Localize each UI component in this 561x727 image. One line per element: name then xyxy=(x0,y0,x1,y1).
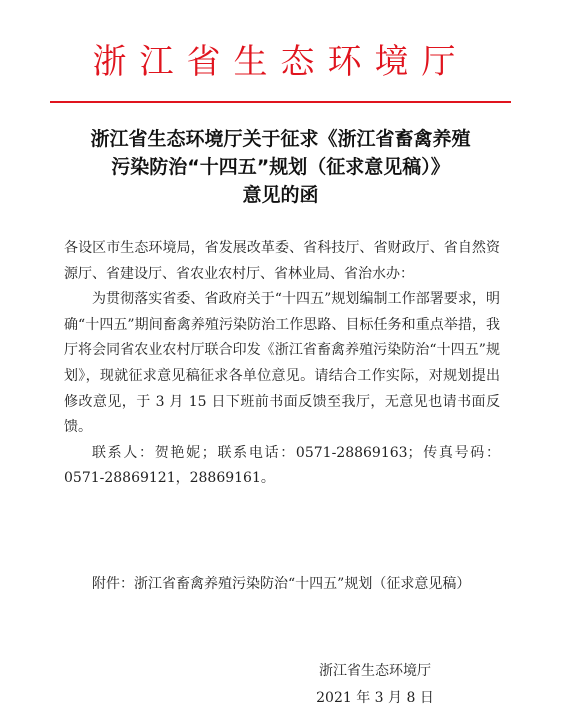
document-body xyxy=(64,236,500,492)
document-title-line-3: 意见的函 xyxy=(242,184,319,206)
attachment-line: 附件：浙江省畜禽养殖污染防治“十四五”规划（征求意见稿） xyxy=(92,576,471,592)
contact-paragraph: 联系人：贺艳妮；联系电话：0571-28869163；传真号码：0571-28869121，28869161。 xyxy=(64,444,500,487)
document-title-line-1: 浙江省生态环境厅关于征求《浙江省畜禽养殖 xyxy=(90,128,471,150)
document-title-line-2: 污染防治“十四五”规划（征求意见稿）》 xyxy=(111,156,450,178)
signature-org: 浙江省生态环境厅 xyxy=(319,663,431,679)
recipients-paragraph: 各设区市生态环境局，省发展改革委、省科技厅、省财政厅、省自然资源厅、省建设厅、省农业农村厅、省林业局、省治水办： xyxy=(64,240,500,282)
main-paragraph: 为贯彻落实省委、省政府关于“十四五”规划编制工作部署要求，明确“十四五”期间畜禽养殖污染防治工作思路、目标任务和重点举措，我厅将会同省农业农村厅联合印发《浙江省畜禽养殖污染防治“十四五”规划》，现就征求意见稿征求各单位意见。请结合工作实际，对规划提出修改意见，于 3 月 15 日下班前书面反馈至我厅，无意见也请书面反馈。 xyxy=(64,291,500,436)
document-title xyxy=(40,125,521,209)
letterhead-red-rule xyxy=(50,101,511,103)
signature-date: 2021 年 3 月 8 日 xyxy=(316,690,434,706)
letterhead-org-name: 浙江省生态环境厅 xyxy=(92,42,469,82)
signature-block xyxy=(300,658,450,712)
